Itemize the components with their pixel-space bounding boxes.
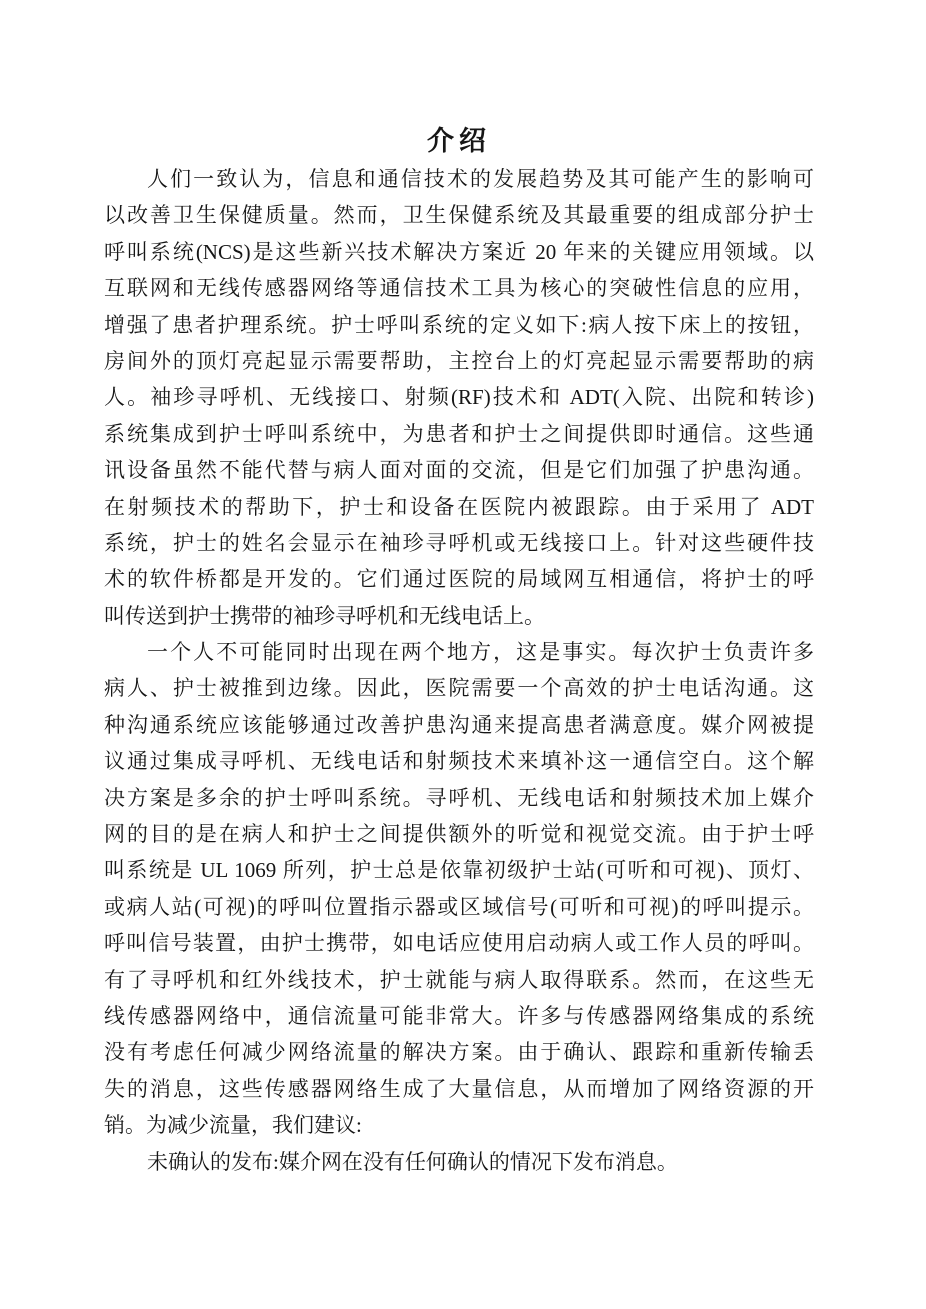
paragraph: [104, 634, 814, 1143]
text-line: 决方案是多余的护士呼叫系统。寻呼机、无线电话和射频技术加上媒介: [104, 785, 814, 810]
text-line: 呼叫信号装置，由护士携带，如电话应使用启动病人或工作人员的呼叫。: [104, 931, 814, 956]
text-line: 系统集成到护士呼叫系统中，为患者和护士之间提供即时通信。这些通: [104, 421, 814, 446]
text-line: 增强了患者护理系统。护士呼叫系统的定义如下:病人按下床上的按钮，: [104, 312, 814, 337]
text-line: 人们一致认为，信息和通信技术的发展趋势及其可能产生的影响可: [147, 167, 814, 191]
text-line: 呼叫系统(NCS)是这些新兴技术解决方案近 20 年来的关键应用领域。以: [104, 239, 814, 264]
text-line: 系统，护士的姓名会显示在袖珍寻呼机或无线接口上。针对这些硬件技: [104, 530, 814, 555]
text-line: 以改善卫生保健质量。然而，卫生保健系统及其最重要的组成部分护士: [104, 203, 814, 228]
text-line: 没有考虑任何减少网络流量的解决方案。由于确认、跟踪和重新传输丢: [104, 1040, 814, 1065]
text-line: 一个人不可能同时出现在两个地方，这是事实。每次护士负责许多: [147, 640, 814, 665]
text-line: 叫传送到护士携带的袖珍寻呼机和无线电话上。: [104, 603, 545, 628]
text-line: 或病人站(可视)的呼叫位置指示器或区域信号(可听和可视)的呼叫提示。: [104, 894, 814, 919]
text-line: 线传感器网络中，通信流量可能非常大。许多与传感器网络集成的系统: [104, 1003, 814, 1028]
text-line: 议通过集成寻呼机、无线电话和射频技术来填补这一通信空白。这个解: [104, 749, 814, 774]
text-line: 失的消息，这些传感器网络生成了大量信息，从而增加了网络资源的开: [104, 1076, 814, 1101]
text-line: 有了寻呼机和红外线技术，护士就能与病人取得联系。然而，在这些无: [104, 967, 814, 992]
text-line: 在射频技术的帮助下，护士和设备在医院内被跟踪。由于采用了 ADT: [104, 494, 814, 519]
text-line: 互联网和无线传感器网络等通信技术工具为核心的突破性信息的应用，: [104, 276, 814, 301]
text-line: 未确认的发布:媒介网在没有任何确认的情况下发布消息。: [147, 1149, 678, 1174]
text-line: 种沟通系统应该能够通过改善护患沟通来提高患者满意度。媒介网被提: [104, 712, 814, 737]
page-title: 介绍: [427, 126, 491, 156]
paragraph: [104, 1144, 814, 1180]
document-body: [104, 161, 814, 1180]
text-line: 病人、护士被推到边缘。因此，医院需要一个高效的护士电话沟通。这: [104, 676, 814, 701]
paragraph: [104, 161, 814, 634]
text-line: 房间外的顶灯亮起显示需要帮助，主控台上的灯亮起显示需要帮助的病: [104, 348, 814, 373]
text-line: 网的目的是在病人和护士之间提供额外的听觉和视觉交流。由于护士呼: [104, 822, 814, 847]
text-line: 叫系统是 UL 1069 所列，护士总是依靠初级护士站(可听和可视)、顶灯、: [104, 858, 814, 883]
text-line: 人。袖珍寻呼机、无线接口、射频(RF)技术和 ADT(入院、出院和转诊): [104, 385, 814, 410]
text-line: 讯设备虽然不能代替与病人面对面的交流，但是它们加强了护患沟通。: [104, 458, 814, 483]
text-line: 术的软件桥都是开发的。它们通过医院的局域网互相通信，将护士的呼: [104, 567, 814, 592]
text-line: 销。为减少流量，我们建议:: [104, 1113, 362, 1138]
